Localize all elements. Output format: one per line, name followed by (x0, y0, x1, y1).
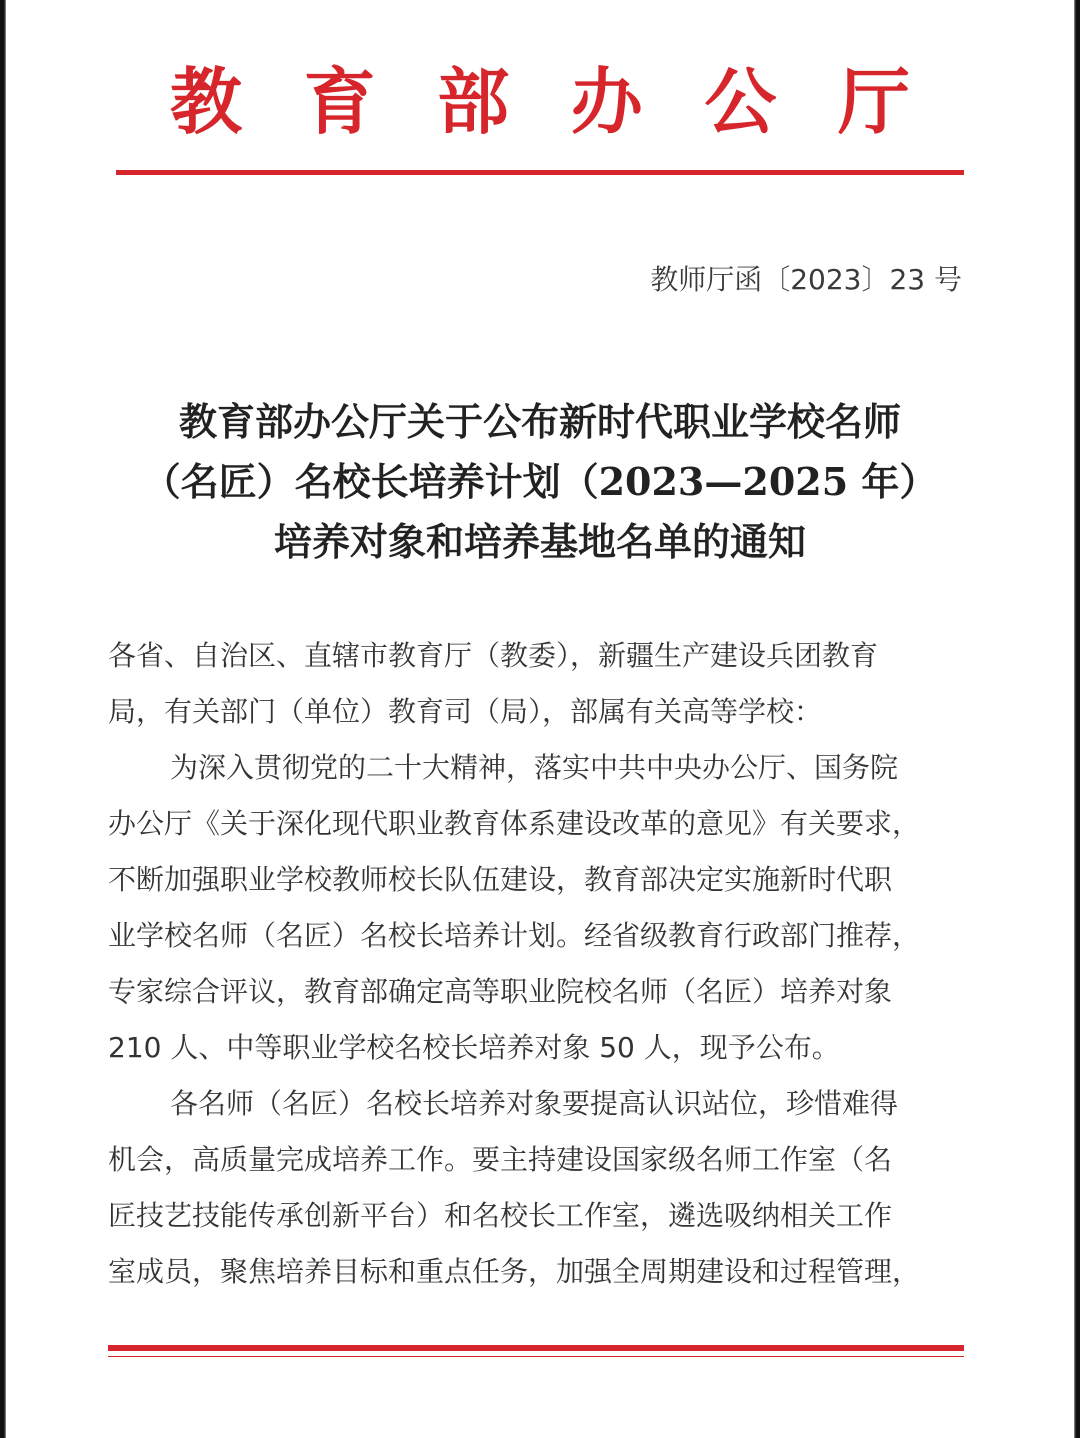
masthead-char: 教 (170, 59, 243, 144)
body-line-text: 局，有关部门（单位）教育司（局），部属有关高等学校： (108, 695, 823, 728)
body-line (108, 1076, 968, 1132)
body-line (108, 1132, 968, 1188)
body-line (108, 908, 968, 964)
masthead-char: 部 (437, 59, 510, 144)
masthead-char: 公 (704, 59, 777, 144)
title-line: 培养对象和培养基地名单的通知 (273, 519, 806, 564)
body-line (108, 628, 968, 684)
body-line (108, 684, 968, 740)
body-line-text: 业学校名师（名匠）名校长培养计划。经省级教育行政部门推荐， (108, 919, 921, 952)
body-line-text: 机会，高质量完成培养工作。要主持建设国家级名师工作室（名 (108, 1143, 893, 1176)
masthead-ministry-name (110, 52, 970, 152)
body-line-text: 各名师（名匠）名校长培养对象要提高认识站位，珍惜难得 (170, 1087, 899, 1120)
screen-edge-right (1074, 0, 1080, 1438)
title-line: （名匠）名校长培养计划（2023—2025 年） (142, 459, 938, 504)
title-line: 教育部办公厅关于公布新时代职业学校名师 (178, 399, 901, 444)
red-divider-top (116, 170, 964, 175)
screen-edge-left (0, 0, 6, 1438)
body-line-text: 办公厅《关于深化现代职业教育体系建设改革的意见》有关要求， (108, 807, 921, 840)
body-line-text: 各省、自治区、直辖市教育厅（教委），新疆生产建设兵团教育 (108, 639, 879, 672)
document-body (108, 628, 968, 1300)
red-divider-bottom-thin (108, 1356, 964, 1357)
body-line-text: 匠技艺技能传承创新平台）和名校长工作室，遴选吸纳相关工作 (108, 1199, 893, 1232)
body-line (108, 1244, 968, 1300)
body-line (108, 1020, 968, 1076)
document-title (100, 392, 980, 572)
body-line-text: 不断加强职业学校教师校长队伍建设，教育部决定实施新时代职 (108, 863, 893, 896)
body-line-text: 专家综合评议，教育部确定高等职业院校名师（名匠）培养对象 (108, 975, 893, 1008)
body-line (108, 852, 968, 908)
body-line (108, 1188, 968, 1244)
body-line (108, 964, 968, 1020)
masthead-char: 厅 (837, 59, 910, 144)
body-line-text: 室成员，聚焦培养目标和重点任务，加强全周期建设和过程管理， (108, 1255, 921, 1288)
document-number: 教师厅函〔2023〕23 号 (650, 263, 962, 296)
masthead-char: 办 (570, 59, 643, 144)
body-line-text: 210 人、中等职业学校名校长培养对象 50 人，现予公布。 (108, 1031, 840, 1064)
masthead-char: 育 (303, 59, 376, 144)
body-line-text: 为深入贯彻党的二十大精神，落实中共中央办公厅、国务院 (170, 751, 899, 784)
red-divider-bottom (108, 1345, 964, 1351)
body-line (108, 796, 968, 852)
body-line (108, 740, 968, 796)
